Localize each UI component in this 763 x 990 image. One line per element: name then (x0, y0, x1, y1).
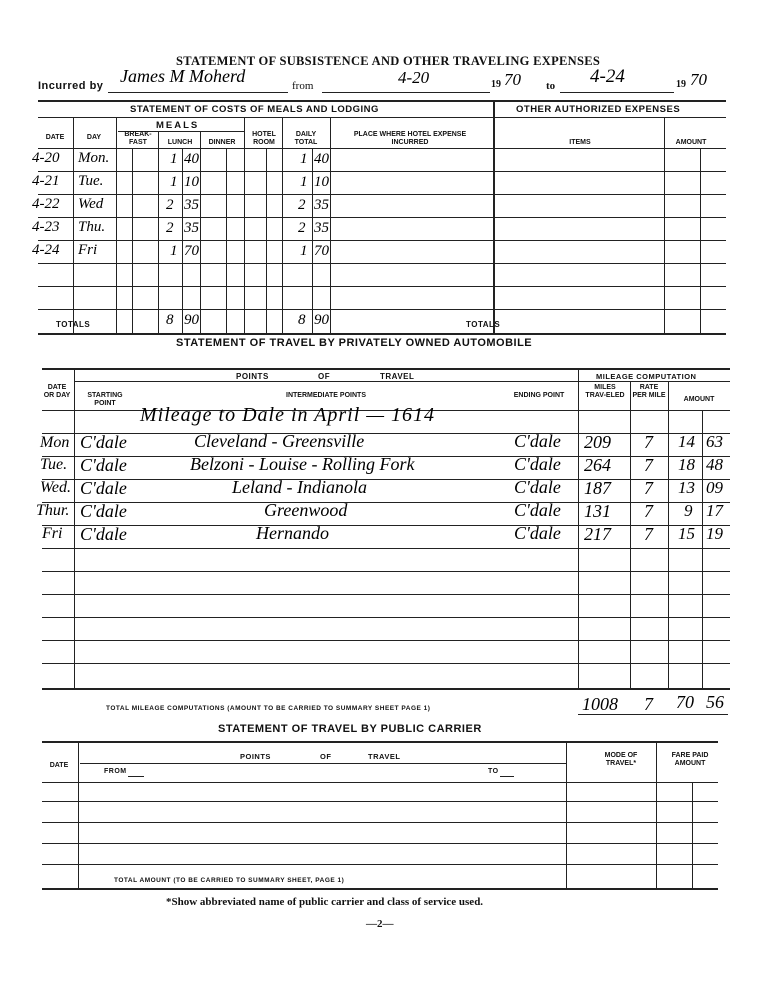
auto-row-amount-cents[interactable]: 17 (706, 501, 723, 520)
year-prefix-from: 19 (491, 79, 501, 90)
auto-row-amount-cents[interactable]: 63 (706, 432, 723, 451)
auto-row-amount-dollars[interactable]: 18 (678, 455, 695, 474)
auto-travel-label: TRAVEL (380, 372, 415, 381)
to-date-value[interactable]: 4-24 (590, 66, 625, 87)
auto-row-start[interactable]: C'dale (80, 524, 127, 544)
col-place-header: PLACE WHERE HOTEL EXPENSE INCURRED (353, 131, 467, 146)
lunch-cents[interactable]: 35 (184, 220, 199, 236)
incurred-by-value[interactable]: James M Moherd (120, 66, 246, 86)
auto-row-miles[interactable]: 187 (584, 478, 611, 498)
row-date[interactable]: 4-24 (32, 242, 60, 258)
col-intermediate-header: INTERMEDIATE POINTS (286, 392, 366, 399)
auto-row-amount-cents[interactable]: 48 (706, 455, 723, 474)
auto-row-amount-dollars[interactable]: 15 (678, 524, 695, 543)
total-cents[interactable]: 10 (314, 174, 329, 190)
lunch-cents[interactable]: 35 (184, 197, 199, 213)
other-expenses-title: OTHER AUTHORIZED EXPENSES (516, 104, 681, 115)
auto-row-intermediate[interactable]: Leland - Indianola (232, 477, 367, 497)
auto-row-day[interactable]: Mon (40, 434, 70, 451)
col-lunch-header: LUNCH (167, 139, 193, 146)
total-rate[interactable]: 7 (644, 694, 653, 714)
carrier-section-title: STATEMENT OF TRAVEL BY PUBLIC CARRIER (218, 723, 482, 735)
page-number: —2— (366, 918, 394, 930)
meals-section-title: STATEMENT OF COSTS OF MEALS AND LODGING (130, 104, 379, 115)
auto-row-intermediate[interactable]: Hernando (256, 523, 329, 543)
form-title: STATEMENT OF SUBSISTENCE AND OTHER TRAVELING EXPENSES (176, 54, 601, 68)
lunch-dollars[interactable]: 1 (170, 243, 178, 259)
col-items-header: ITEMS (569, 139, 591, 146)
auto-row-end[interactable]: C'dale (514, 454, 561, 474)
auto-row-day[interactable]: Fri (42, 525, 63, 542)
col-dinner-header: DINNER (208, 139, 236, 146)
total-cents[interactable]: 40 (314, 151, 329, 167)
auto-row-day[interactable]: Tue. (40, 456, 68, 473)
col-rate-header: RATE PER MILE (632, 384, 666, 399)
auto-row-rate[interactable]: 7 (644, 478, 653, 498)
row-date[interactable]: 4-20 (32, 150, 60, 166)
total-cents[interactable]: 35 (314, 197, 329, 213)
carrier-fare-header: FARE PAID AMOUNT (671, 752, 709, 767)
carrier-travel-label: TRAVEL (368, 752, 401, 761)
auto-row-miles[interactable]: 264 (584, 455, 611, 475)
incurred-by-label: Incurred by (38, 80, 104, 92)
total-amount-dollars[interactable]: 70 (676, 692, 694, 712)
mileage-note[interactable]: Mileage to Dale in April — 1614 (140, 404, 436, 426)
to-label: to (546, 80, 556, 92)
auto-row-end[interactable]: C'dale (514, 477, 561, 497)
total-dollars[interactable]: 1 (300, 174, 308, 190)
meals-header: MEALS (156, 120, 200, 131)
row-date[interactable]: 4-23 (32, 219, 60, 235)
auto-row-miles[interactable]: 209 (584, 432, 611, 452)
auto-row-end[interactable]: C'dale (514, 500, 561, 520)
carrier-from-label: FROM (104, 768, 127, 775)
col-day-header: DAY (86, 134, 102, 141)
lunch-dollars[interactable]: 1 (170, 151, 178, 167)
row-day[interactable]: Wed (78, 196, 104, 212)
auto-row-amount-dollars[interactable]: 14 (678, 432, 695, 451)
col-daily-total-header: DAILY TOTAL (294, 131, 318, 146)
auto-row-amount-cents[interactable]: 19 (706, 524, 723, 543)
row-day[interactable]: Thu. (78, 219, 106, 235)
auto-row-start[interactable]: C'dale (80, 432, 127, 452)
footnote: *Show abbreviated name of public carrier and class of service used. (166, 896, 484, 908)
total-amount-cents[interactable]: 56 (706, 692, 724, 712)
carrier-points-label: POINTS (240, 752, 271, 761)
carrier-mode-header: MODE OF TRAVEL* (604, 752, 638, 767)
auto-row-amount-dollars[interactable]: 9 (684, 501, 693, 520)
totals-daily-dollars[interactable]: 8 (298, 312, 306, 328)
total-mileage-label: TOTAL MILEAGE COMPUTATIONS (AMOUNT TO BE CARRIED TO SUMMARY SHEET PAGE 1) (106, 705, 431, 712)
row-date[interactable]: 4-22 (32, 196, 60, 212)
year-prefix-to: 19 (676, 79, 686, 90)
col-date-or-day-header: DATE OR DAY (43, 384, 71, 399)
col-ending-point-header: ENDING POINT (513, 392, 565, 399)
auto-row-rate[interactable]: 7 (644, 524, 653, 544)
row-day[interactable]: Fri (78, 242, 98, 258)
col-hotel-header: HOTEL ROOM (252, 131, 276, 146)
auto-row-day[interactable]: Wed. (40, 479, 71, 496)
auto-row-start[interactable]: C'dale (80, 501, 127, 521)
auto-row-miles[interactable]: 131 (584, 501, 611, 521)
total-dollars[interactable]: 2 (298, 220, 306, 236)
total-miles[interactable]: 1008 (582, 694, 618, 714)
auto-row-end[interactable]: C'dale (514, 431, 561, 451)
auto-of-label: OF (318, 372, 331, 381)
auto-row-day[interactable]: Thur. (36, 502, 70, 519)
auto-row-start[interactable]: C'dale (80, 478, 127, 498)
row-day[interactable]: Mon. (78, 150, 110, 166)
lunch-dollars[interactable]: 1 (170, 174, 178, 190)
lunch-dollars[interactable]: 2 (166, 220, 174, 236)
lunch-cents[interactable]: 10 (184, 174, 199, 190)
auto-row-rate[interactable]: 7 (644, 432, 653, 452)
total-dollars[interactable]: 2 (298, 197, 306, 213)
auto-section-title: STATEMENT OF TRAVEL BY PRIVATELY OWNED AUTOMOBILE (176, 337, 533, 349)
total-amount-label: TOTAL AMOUNT (TO BE CARRIED TO SUMMARY SHEET, PAGE 1) (114, 877, 345, 884)
totals-daily-cents[interactable]: 90 (314, 312, 329, 328)
auto-row-start[interactable]: C'dale (80, 455, 127, 475)
row-date[interactable]: 4-21 (32, 173, 60, 189)
from-label: from (292, 80, 314, 92)
totals-label-right: TOTALS (466, 320, 501, 329)
totals-lunch-cents[interactable]: 90 (184, 312, 199, 328)
auto-row-intermediate[interactable]: Cleveland - Greensville (194, 431, 365, 451)
auto-row-rate[interactable]: 7 (644, 455, 653, 475)
from-date-value[interactable]: 4-20 (398, 68, 430, 87)
total-dollars[interactable]: 1 (300, 243, 308, 259)
carrier-to-label: TO (488, 768, 499, 775)
carrier-of-label: OF (320, 752, 332, 761)
mileage-computation-header: MILEAGE COMPUTATION (596, 372, 697, 381)
col-breakfast-header: BREAK-FAST (124, 131, 152, 146)
auto-row-amount-cents[interactable]: 09 (706, 478, 723, 497)
col-miles-header: MILES TRAV-ELED (585, 384, 625, 399)
year-to-value[interactable]: 70 (690, 70, 707, 89)
lunch-cents[interactable]: 70 (184, 243, 199, 259)
lunch-dollars[interactable]: 2 (166, 197, 174, 213)
col-amount-header-auto: AMOUNT (683, 396, 715, 403)
auto-row-miles[interactable]: 217 (584, 524, 611, 544)
carrier-col-date-header: DATE (49, 762, 69, 769)
totals-label: TOTALS (56, 320, 91, 329)
lunch-cents[interactable]: 40 (184, 151, 199, 167)
total-dollars[interactable]: 1 (300, 151, 308, 167)
auto-row-intermediate[interactable]: Belzoni - Louise - Rolling Fork (190, 454, 415, 474)
row-day[interactable]: Tue. (78, 173, 104, 189)
total-cents[interactable]: 35 (314, 220, 329, 236)
auto-row-amount-dollars[interactable]: 13 (678, 478, 695, 497)
col-amount-header: AMOUNT (675, 139, 707, 146)
year-from-value[interactable]: 70 (504, 70, 521, 89)
totals-lunch-dollars[interactable]: 8 (166, 312, 174, 328)
total-cents[interactable]: 70 (314, 243, 329, 259)
auto-points-label: POINTS (236, 372, 269, 381)
col-starting-point-header: STARTING POINT (87, 392, 123, 407)
auto-row-end[interactable]: C'dale (514, 523, 561, 543)
auto-row-intermediate[interactable]: Greenwood (264, 500, 348, 520)
col-date-header: DATE (45, 134, 65, 141)
auto-row-rate[interactable]: 7 (644, 501, 653, 521)
